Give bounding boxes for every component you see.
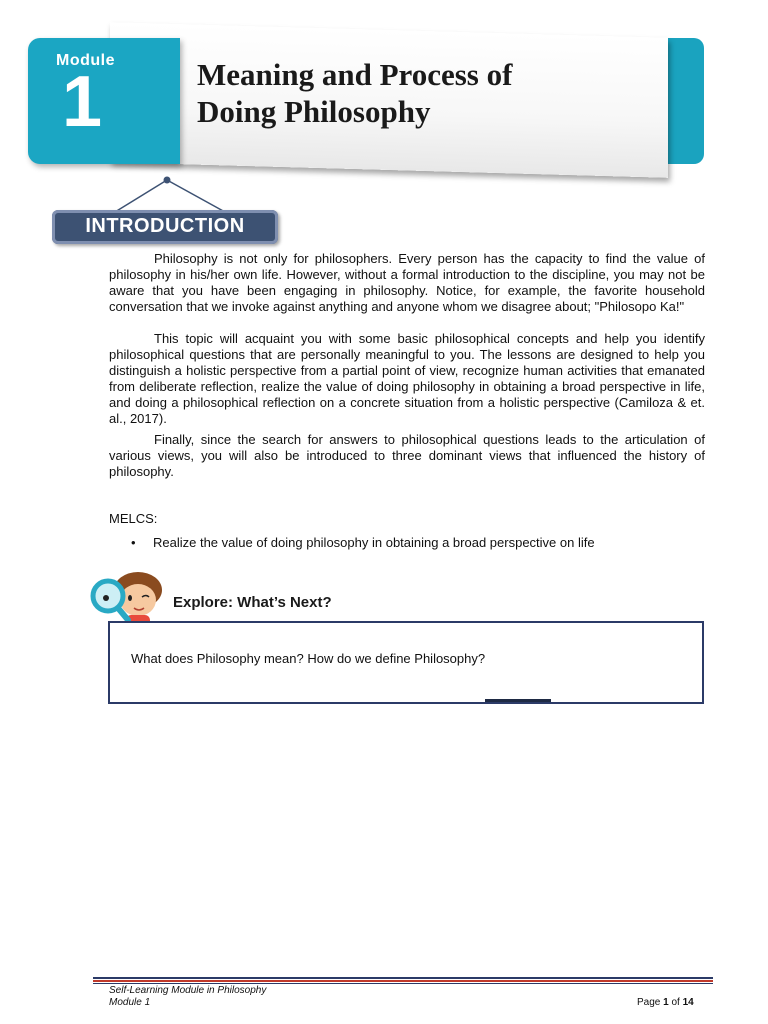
page-current: 1 bbox=[663, 997, 669, 1008]
explore-heading: Explore: What’s Next? bbox=[173, 594, 332, 611]
page-title bbox=[197, 56, 617, 130]
title-line-2: Doing Philosophy bbox=[197, 94, 431, 129]
module-label: Module bbox=[56, 52, 115, 69]
footer-rule bbox=[93, 977, 713, 984]
footer-line-1: Self-Learning Module in Philosophy bbox=[109, 985, 267, 996]
page-number bbox=[637, 997, 694, 1008]
melcs-bullet: • bbox=[131, 535, 136, 550]
melcs-item: Realize the value of doing philosophy in obtaining a broad perspective on life bbox=[153, 535, 595, 550]
explore-question: What does Philosophy mean? How do we define Philosophy? bbox=[131, 651, 486, 666]
footer-module-info bbox=[109, 985, 266, 1009]
footer-line-2: Module 1 bbox=[109, 997, 151, 1008]
intro-paragraph-3: Finally, since the search for answers to philosophical questions leads to the articulation of various views, you will also be introduced to three dominant views that influenced the history of philosophy. bbox=[109, 432, 705, 479]
box-underline-mark bbox=[485, 699, 551, 702]
intro-paragraph-1: Philosophy is not only for philosophers. Every person has the capacity to find the value of philosophy in his/her own life. However, without a formal introduction to the discipline, you may not be aware that you have been engaging in philosophy. Notice, for example, the favorite household conversation that we invoke against anything and anyone whom we disagree about; "Philosopo Ka!" bbox=[109, 251, 705, 314]
introduction-heading: INTRODUCTION bbox=[85, 215, 245, 237]
sign-hanger-icon bbox=[110, 174, 230, 214]
intro-paragraph-2: This topic will acquaint you with some basic philosophical concepts and help you identify philosophical questions that are personally meaningful to you. The lessons are designed to help you distinguish a holistic perspective from a partial point of view, recognize human activities that emanated from deliberate reflection, realize the value of doing philosophy in obtaining a broad perspective in life, and doing a philosophical reflection on a concrete situation from a holistic perspective (Camiloza & et. al., 2017). bbox=[109, 331, 705, 426]
melcs-label: MELCS: bbox=[109, 511, 158, 526]
title-line-1: Meaning and Process of bbox=[197, 57, 513, 92]
page-total: 14 bbox=[682, 997, 694, 1008]
page-of: of bbox=[671, 997, 680, 1008]
page-word: Page bbox=[637, 997, 661, 1008]
module-number: 1 bbox=[62, 62, 103, 142]
